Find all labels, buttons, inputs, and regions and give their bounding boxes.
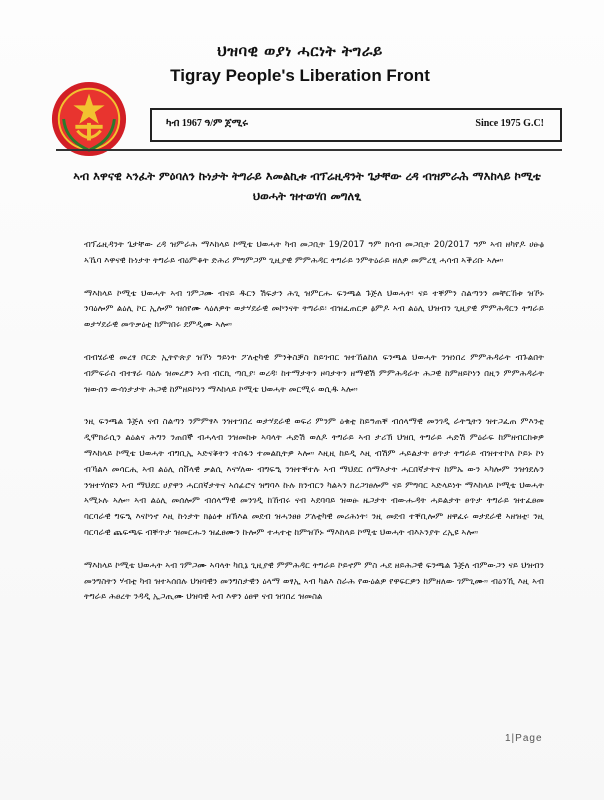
paragraph: ብፕሬዚዳንት ጌታቸው ረዳ ዝምራሕ ማእከላይ ኮሚቴ ህወሓት ካብ መጋቢት 19/2017 ዓም ክሳብ መጋቢት 20/2017 ዓም ኣብ ዘካየዶ ሀፁፅ ኣኼባ እዋናዊ ኩነታት ትግራይ ብዕምቆት ድሕሪ ምግምጋም ጊዚያዊ ምምሕዳር ትግራይ ንምትዕራይ ዘለዎ መምረፂ ሓሳብ ኣቕሪቡ ኣሎ። xyxy=(84,240,544,266)
statement-headline: ኣብ እዋናዊ ኣንፈት ምዕባለን ኩነታት ትግራይ እመልኪቱ ብፕሬዚዳንት ጌታቸው ረዳ ብዝምራሕ ማእከላይ ኮሚቴ ህወሓት ዝተወሃበ መግለፂ xyxy=(73,169,541,203)
header-divider xyxy=(56,149,562,151)
founding-date-box xyxy=(150,108,562,142)
org-name-tigrinya: ህዝባዊ ወያነ ሓርነት ትግራይ xyxy=(217,42,383,60)
paragraph: ማእከላይ ኮሚቴ ህወሓት ኣብ ገምጋሙ ኣባላት ካቢኔ ጊዚያዊ ምምሕዳር ትግራይ ኮይኖም ምስ ሓደ ዘይሕጋዊ ፍንጫል ጉጅለ ብምውጋን ናይ ህዝብን መንግስትን ሃብቲ ካብ ዝተኣሰበሉ ህዝባዊን መንግስታዊን ዕላማ ወፃኢ ኣብ ካልእ ስራሕ የውዕልዎ የዋፍርዎን ከምዘለው ገምጊሙ። ብዕንኺ እዚ ኣብ ትግራይ ሕፀረት ንዳዲ ኢጋጢሙ ህዝባዊ ኣብ እዋን ዕፀዋ ናብ ዝገበረ ዝመስል xyxy=(84,560,544,603)
founded-tigrinya: ካብ 1967 ዓ/ም ጀሚሩ xyxy=(166,118,248,129)
statement-body xyxy=(84,238,544,623)
page-number: 1|Page xyxy=(505,733,543,744)
tplf-emblem-icon xyxy=(50,80,128,158)
founded-english: Since 1975 G.C! xyxy=(475,118,544,129)
org-name-english: Tigray People's Liberation Front xyxy=(170,66,430,85)
paragraph: ንዚ ፍንጫል ጉጅለ ናብ ስልጣን ንምምፃእ ንዝተገበረ ወታሃደራዊ ወፍሪ ምንም ዕቁቲ ከይዓጠቐ ብሰላማዊ መንገዲ ራትዒትን ዝተጋፈጠ ምእንቲ ዲሞክራሲን ልዕልና ሕግን ንጠበኞ ብሓላብ ንዝመከቱ ኣባላት ሓድሽ ወለዶ ትግራይ ኣብ ታሪኽ ህዝቢ ትግራይ ሓድሽ ምዕራፍ ከምዘብርከቱዎ ማእከላይ ኮሚቴ ህወሓት ብግቢኢ ኣድናቖትን ተስፋን ተመልኪትዎ ኣሎ። እዚዚ ከይዲ እዚ ብሽም ሓይልታት ፀጥታ ትግራይ ብዝተተኮለ ኮይኑ ኮነ ብኻልእ መሳርሒ ኣብ ልዕሊ ሰቨላዊ ቃልሲ እናሃለው ብግፍዒ ንዝተቐተሉ ኣብ ማህደር ሰማእታት ሓርበኛታትና ከምኡ ውን ኣካሎም ንዝጎደሉን ንዝተሃሰዩን ኣብ ማህደር ሀያዋን ሓርበኛታትና ኣሰፊሮና ዝግባእ ኩሉ ክንብርን ካልኣን ክረጋገፀሎም ናይ ምግባር ኣድላይነት ማእከላይ ኮሚቴ ህወሓት ኣሚኑሉ ኣሎ። ኣብ ልዕሊ መሰሎም ብሰላማዊ መንገዲ ከኸብሩ ናብ ኣደባባይ ዝወፁ ዜጋታት ብውሑዳት ሓይልታት ፀጥታ ትግራይ ዝተፈፀመ ባርባራዊ ግፍዒ እናኮነኖ እዚ ኩነታት ክፅዕቀ ዘኽእል መደብ ዝሓንፀፀ ፖለቲካዊ መሪሕነት፡ ንዚ መደብ ተቐቢሎም ዘዋፈሩ ወታደራዊ ኣዘዝቲ፡ ንዚ ባርባራዊ ጨፍጫፍ ብቐጥታ ዝመርሑን ዝፈፀሙን ኩሎም ተሓተቲ ከምዝኾኑ ማእከላይ ኮሚቴ ህወሓት ብእኦንያት ረኢዩ ኣሎ። xyxy=(84,417,544,538)
organization-title xyxy=(150,42,450,86)
paragraph: ማእከላይ ኮሚቴ ህወሓት ኣብ ገምጋሙ ብናይ ዱርን ሽፍታን ሕጊ ዝምርሑ ፍንጫል ጉጅለ ህወሓት፡ ናይ ተቐምን ስልጣንን መቸርኸቱ ዝኾኑ ንባዕሎም ልዕሊ ኮር ኢሎም ዝሰየሙ ላዕለዎት ወታሃደራዊ መኮንናት ትግራይ፡ ብዝፈጠርዎ ፅምዶ ኣብ ልዕሊ ህዝብን ጊዚያዊ ምምሕዳርን ትግራይ ወታሃደራዊ መጥቃዕቲ ከምገበሩ ደምዲሙ ኣሎ። xyxy=(84,288,544,331)
paragraph: ብብሄራዊ መረፃ ቦርድ ኢትዮጵያ ዝኾነ ዓይነት ፖለቲካዊ ምንቅስቓስ ከይገብር ዝተኸልከለ ፍንጫል ህወሓት ንዝነበረ ምምሕዳራት ብጉልበት ብምፍራስ ብተፃራ ባዕሉ ዝመረፆን ኣብ ብርኪ ጣቢያ፡ ወረዳ፡ ከተማታትን ዞባታትን ዘማዊሽ ምምሕዳራት ሕጋዊ ከምዘይኮነን በዚን ምምሕዳራት ዝውሰን ውሳነታታት ሕጋዊ ከምዘይኮነን ማእከላይ ኮሚቴ ህወሓት መርሚሩ ወሲዱ ኣሎ። xyxy=(84,352,544,395)
